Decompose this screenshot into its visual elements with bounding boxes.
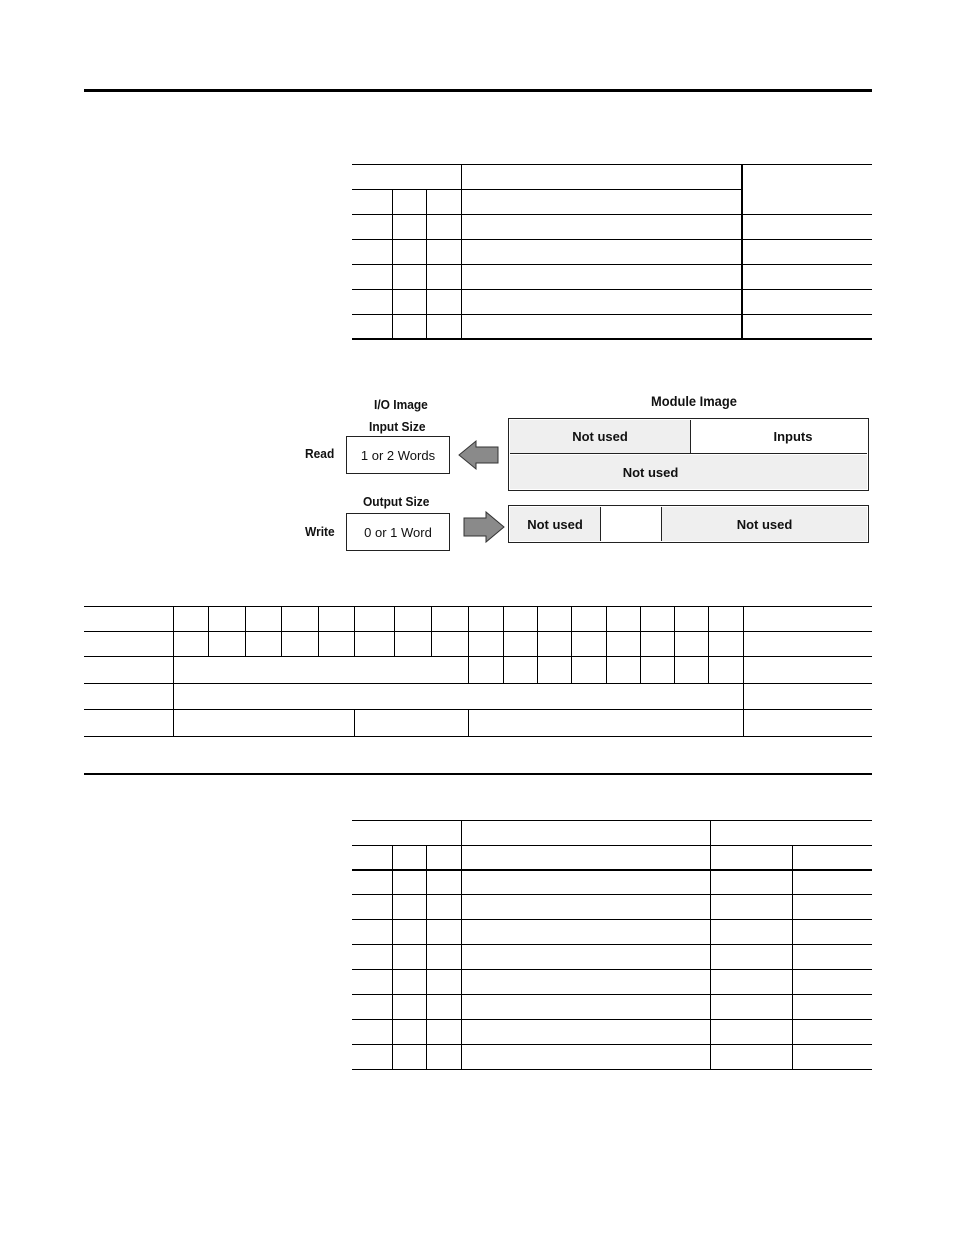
write-module-not-used-left: Not used <box>510 507 601 541</box>
write-module-not-used-right: Not used <box>662 507 867 541</box>
read-module-inputs: Inputs <box>691 420 867 454</box>
module-image-title: Module Image <box>651 393 737 409</box>
output-size-label: Output Size <box>363 494 430 509</box>
read-label: Read <box>305 446 335 461</box>
write-label: Write <box>305 524 335 539</box>
input-size-label: Input Size <box>369 419 426 434</box>
read-module-not-used-left: Not used <box>510 420 691 454</box>
write-size-text: 0 or 1 Word <box>364 524 432 540</box>
io-image-title: I/O Image <box>374 397 428 412</box>
read-module-not-used-bottom: Not used <box>510 455 867 489</box>
section-rule <box>84 773 872 775</box>
write-module-middle <box>601 507 662 541</box>
read-size-text: 1 or 2 Words <box>360 447 436 463</box>
